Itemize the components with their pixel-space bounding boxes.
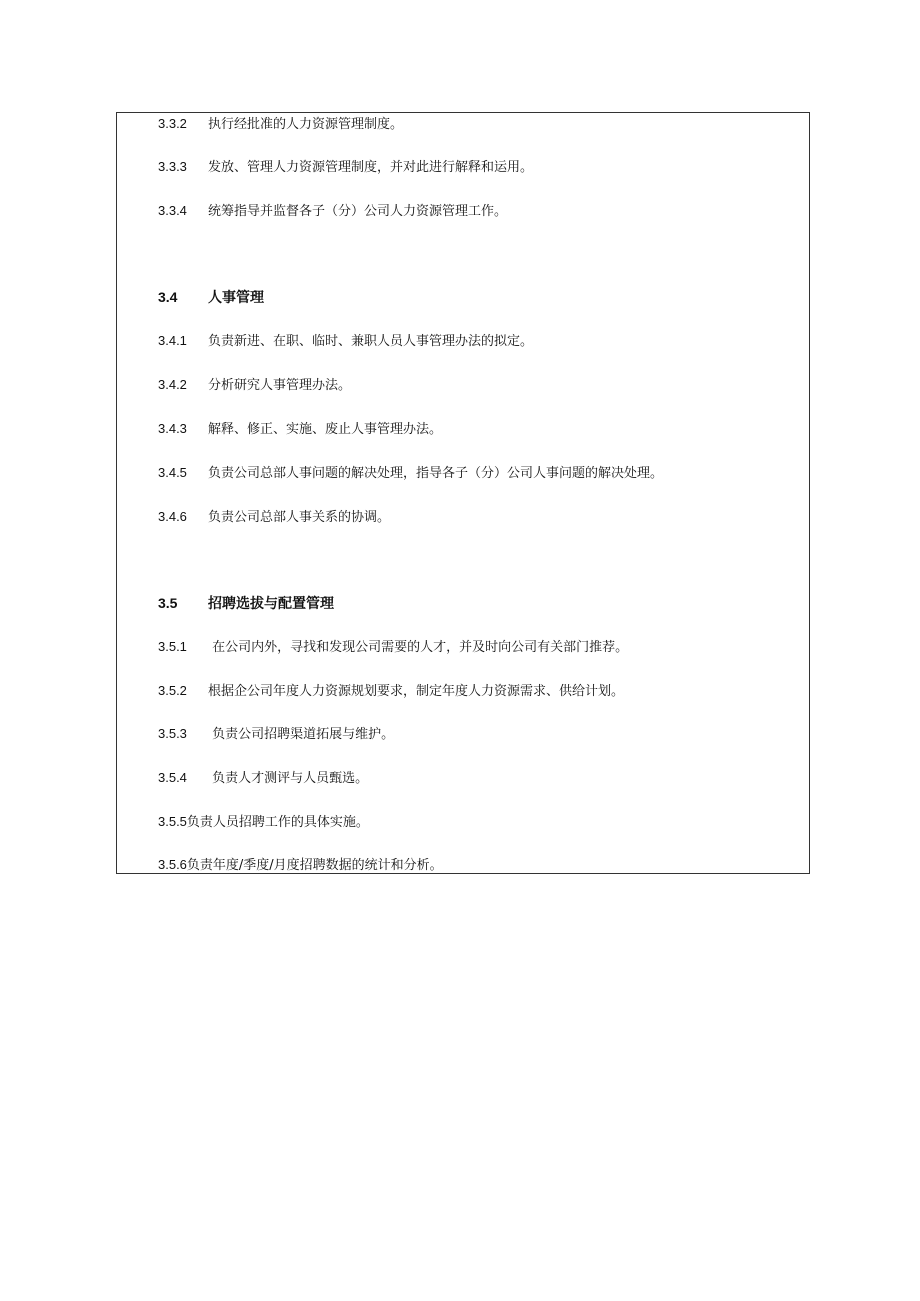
item-number: 3.5.1: [158, 639, 187, 654]
section-title: 人事管理: [208, 290, 264, 306]
item-number: 3.5.3: [158, 726, 187, 741]
item-number: 3.5.5: [158, 814, 187, 829]
content-table-frame: [116, 112, 810, 874]
list-item: [158, 202, 507, 221]
list-item: [158, 508, 390, 527]
list-item: [158, 115, 403, 134]
list-item: [158, 420, 442, 439]
list-item: [158, 682, 624, 701]
item-number: 3.4.2: [158, 377, 187, 392]
item-number: 3.5.4: [158, 770, 187, 785]
section-heading: [158, 288, 264, 307]
section-number: 3.5: [158, 595, 178, 611]
item-number: 3.4.3: [158, 421, 187, 436]
list-item: [158, 638, 628, 657]
item-number: 3.5.6: [158, 857, 187, 872]
item-number: 3.4.1: [158, 333, 187, 348]
list-item: [158, 769, 368, 788]
item-number: 3.5.2: [158, 683, 187, 698]
item-text: 负责人员招聘工作的具体实施。: [186, 815, 369, 830]
item-text: 统筹指导并监督各子（分）公司人力资源管理工作。: [208, 204, 508, 219]
list-item: [158, 332, 533, 351]
item-text: 负责新进、在职、临时、兼职人员人事管理办法的拟定。: [208, 334, 534, 349]
item-text: 执行经批准的人力资源管理制度。: [208, 117, 404, 132]
item-text: 根据企公司年度人力资源规划要求，制定年度人力资源需求、供给计划。: [208, 684, 625, 699]
item-number: 3.3.2: [158, 116, 187, 131]
section-number: 3.4: [158, 289, 178, 305]
list-item: [158, 856, 443, 875]
item-text: 解释、修正、实施、废止人事管理办法。: [208, 422, 443, 437]
list-item: [158, 376, 351, 395]
list-item: [158, 813, 369, 832]
list-item: [158, 725, 394, 744]
item-number: 3.4.5: [158, 465, 187, 480]
item-number: 3.3.4: [158, 203, 187, 218]
item-text: 负责人才测评与人员甄选。: [208, 771, 369, 786]
item-text: 发放、管理人力资源管理制度，并对此进行解释和运用。: [208, 160, 534, 175]
item-number: 3.4.6: [158, 509, 187, 524]
item-text: 分析研究人事管理办法。: [208, 378, 352, 393]
item-number: 3.3.3: [158, 159, 187, 174]
item-text: 负责年度/季度/月度招聘数据的统计和分析。: [186, 858, 443, 873]
item-text: 负责公司招聘渠道拓展与维护。: [208, 727, 395, 742]
section-heading: [158, 594, 334, 613]
list-item: [158, 464, 663, 483]
item-text: 负责公司总部人事问题的解决处理，指导各子（分）公司人事问题的解决处理。: [208, 466, 664, 481]
item-text: 负责公司总部人事关系的协调。: [208, 510, 391, 525]
item-text: 在公司内外，寻找和发现公司需要的人才，并及时向公司有关部门推荐。: [208, 640, 629, 655]
section-title: 招聘选拔与配置管理: [208, 596, 334, 612]
list-item: [158, 158, 533, 177]
